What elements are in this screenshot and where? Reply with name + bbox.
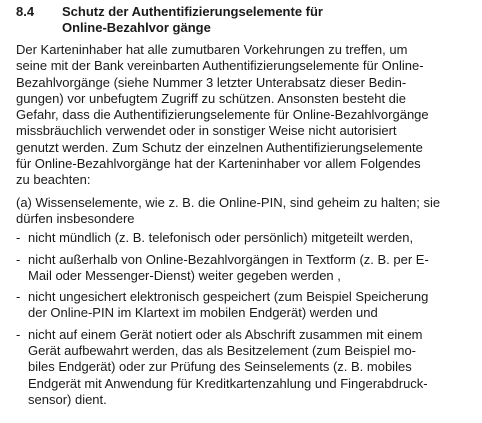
list-item-line: Endgerät mit Anwendung für Kreditkartenzahlung und Fingerabdruck- [28, 375, 428, 391]
intro-line: seine mit der Bank vereinbarten Authentifizierungselemente für Online- [16, 58, 424, 74]
list-item-line: nicht außerhalb von Online-Bezahlvorgängen in Textform (z. B. per E- [28, 251, 429, 267]
list-item-line: nicht mündlich (z. B. telefonisch oder persönlich) mitgeteilt werden, [28, 230, 414, 246]
section-title-line: Schutz der Authentifizierungselemente für [62, 4, 323, 19]
section-title-line: Online-Bezahlvor gänge [62, 20, 211, 35]
list-item-text [28, 327, 428, 408]
bullet-dash: - [16, 326, 21, 342]
intro-line: für Online-Bezahlvorgänge hat der Karteninhaber vor allem Folgendes [16, 156, 421, 172]
list-item-line: biles Endgerät) oder zur Prüfung des Seinselements (z. B. mobiles [28, 359, 412, 375]
intro-line: missbräuchlich verwendet oder in sonstiger Weise nicht autorisiert [16, 123, 397, 139]
bullet-dash: - [16, 251, 21, 267]
intro-line: gungen) vor unbefugtem Zugriff zu schützen. Ansonsten besteht die [16, 90, 407, 106]
section-heading [16, 4, 476, 36]
list-item-line: nicht auf einem Gerät notiert oder als Abschrift zusammen mit einem [28, 326, 423, 342]
intro-line: Gefahr, dass die Authentifizierungselemente für Online-Bezahlvorgänge [16, 107, 429, 123]
list-item-line: sensor) dient. [28, 391, 107, 407]
intro-line: Der Karteninhaber hat alle zumutbaren Vorkehrungen zu treffen, um [16, 42, 408, 57]
intro-paragraph [16, 42, 476, 189]
list-item-line: Mail oder Messenger-Dienst) weiter gegeben werden , [28, 267, 341, 283]
list-item [16, 252, 476, 285]
bullet-dash: - [16, 289, 21, 305]
subsection-line: (a) Wissenselemente, wie z. B. die Online-PIN, sind geheim zu halten; sie [16, 194, 441, 210]
list-item-text [28, 230, 413, 246]
list-item-text [28, 289, 428, 322]
list-item [16, 230, 476, 246]
subsection-line: dürfen insbesondere [16, 210, 135, 226]
list-item-line: Gerät aufbewahrt werden, das als Besitzelement (zum Beispiel mo- [28, 343, 417, 359]
bullet-list [16, 230, 476, 408]
list-item [16, 327, 476, 408]
intro-line: zu beachten: [16, 172, 91, 188]
subsection-a [16, 195, 476, 228]
section-title [62, 4, 323, 36]
section-number: 8.4 [16, 4, 35, 19]
intro-line: genutzt werden. Zum Schutz der einzelnen Authentifizierungselemente [16, 139, 423, 155]
intro-line: Bezahlvorgänge (siehe Nummer 3 letzter Unterabsatz dieser Bedin- [16, 74, 407, 90]
list-item-line: der Online-PIN im Klartext im mobilen Endgerät) werden und [28, 305, 378, 321]
list-item-line: nicht ungesichert elektronisch gespeichert (zum Beispiel Speicherung [28, 289, 429, 305]
list-item-text [28, 252, 429, 285]
list-item [16, 289, 476, 322]
bullet-dash: - [16, 230, 21, 246]
